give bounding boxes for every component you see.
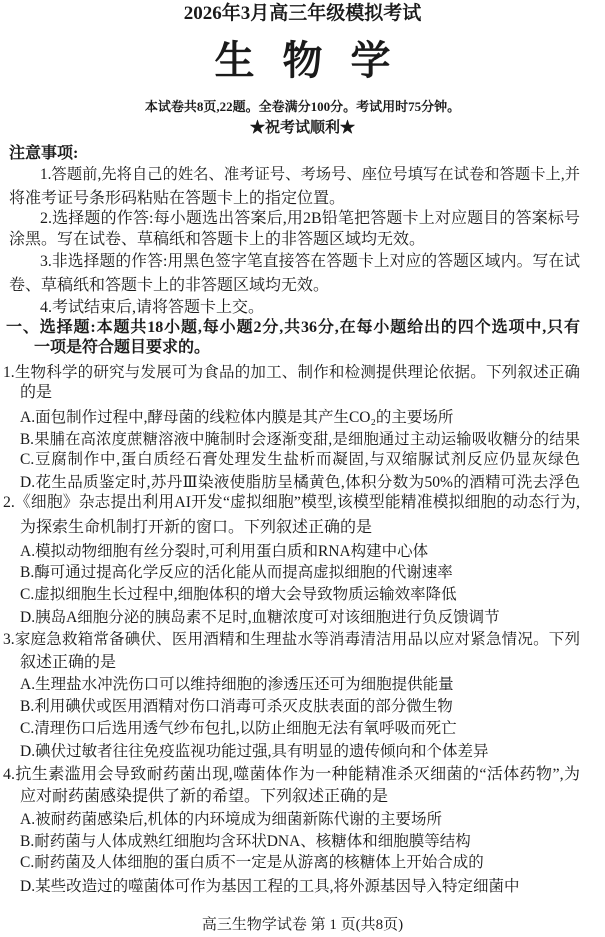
- question-3-option-c: C.清理伤口后选用透气纱布包扎,以防止细胞无法有氧呼吸而死亡: [20, 720, 457, 737]
- question-2-option-c: C.虚拟细胞生长过程中,细胞体积的增大会导致物质运输效率降低: [20, 586, 457, 603]
- question-3-stem-cont: 叙述正确的是: [20, 654, 117, 671]
- question-4-stem: 4.抗生素滥用会导致耐药菌出现,噬菌体作为一种能精准杀灭细菌的“活体药物”,为: [3, 766, 580, 783]
- question-3-option-d: D.碘伏过敏者往往免疫监视功能过强,具有明显的遗传倾向和个体差异: [20, 743, 489, 760]
- section-heading-cont: 一项是符合题目要求的。: [34, 339, 211, 356]
- good-luck-banner: ★祝考试顺利★: [249, 120, 355, 136]
- question-1-option-a: A.面包制作过程中,酵母菌的线粒体内膜是其产生CO₂的主要场所: [20, 409, 454, 426]
- question-4-option-a: A.被耐药菌感染后,机体的内环境成为细菌新陈代谢的主要场所: [20, 811, 442, 828]
- question-1-option-b: B.果脯在高浓度蔗糖溶液中腌制时会逐渐变甜,是细胞通过主动运输吸收糖分的结果: [20, 431, 580, 448]
- question-3-option-b: B.利用碘伏或医用酒精对伤口消毒可杀灭皮肤表面的部分微生物: [20, 698, 453, 715]
- question-2-option-a: A.模拟动物细胞有丝分裂时,可利用蛋白质和RNA构建中心体: [20, 543, 429, 560]
- question-4-option-b: B.耐药菌与人体成熟红细胞均含环状DNA、核糖体和细胞膜等结构: [20, 833, 471, 850]
- question-2-stem-cont: 为探索生命机制打开新的窗口。下列叙述正确的是: [20, 519, 373, 536]
- note-line: 卷、草稿纸和答题卡上的非答题区域均无效。: [9, 277, 330, 294]
- page-footer: 高三生物学试卷 第 1 页(共8页): [201, 917, 404, 933]
- question-3-stem: 3.家庭急救箱常备碘伏、医用酒精和生理盐水等消毒清洁用品以应对紧急情况。下列: [3, 631, 580, 648]
- question-1-option-c: C.豆腐制作中,蛋白质经石膏处理发生盐析而凝固,与双缩脲试剂反应仍显灰绿色: [20, 451, 580, 468]
- question-1-stem-cont: 的是: [20, 384, 53, 401]
- exam-info: 本试卷共8页,22题。全卷满分100分。考试用时75分钟。: [144, 99, 461, 114]
- question-2-option-b: B.酶可通过提高化学反应的活化能从而提高虚拟细胞的代谢速率: [20, 564, 453, 581]
- question-4-option-c: C.耐药菌及人体细胞的蛋白质不一定是从游离的核糖体上开始合成的: [20, 854, 484, 871]
- note-line: 涂黑。写在试卷、草稿纸和答题卡上的非答题区域均无效。: [9, 231, 426, 248]
- exam-title: 2026年3月高三年级模拟考试: [183, 3, 422, 24]
- question-3-option-a: A.生理盐水冲洗伤口可以维持细胞的渗透压还可为细胞提供能量: [20, 676, 454, 693]
- note-line: 1.答题前,先将自己的姓名、准考证号、考场号、座位号填写在试卷和答题卡上,并: [40, 166, 580, 183]
- question-2-option-d: D.胰岛A细胞分泌的胰岛素不足时,血糖浓度可对该细胞进行负反馈调节: [20, 609, 500, 626]
- note-line: 3.非选择题的作答:用黑色签字笔直接答在答题卡上对应的答题区域内。写在试: [40, 253, 580, 270]
- notes-heading: 注意事项:: [9, 145, 79, 162]
- note-line: 4.考试结束后,请将答题卡上交。: [40, 299, 265, 316]
- section-heading: 一、选择题:本题共18小题,每小题2分,共36分,在每小题给出的四个选项中,只有: [6, 319, 580, 336]
- question-4-option-d: D.某些改造过的噬菌体可作为基因工程的工具,将外源基因导入特定细菌中: [20, 878, 520, 895]
- question-1-option-d: D.花生品质鉴定时,苏丹Ⅲ染液使脂肪呈橘黄色,体积分数为50%的酒精可洗去浮色: [20, 474, 580, 491]
- subject-title: 生物学: [214, 38, 419, 83]
- note-line: 2.选择题的作答:每小题选出答案后,用2B铅笔把答题卡上对应题目的答案标号: [40, 210, 580, 227]
- note-line: 将准考证号条形码粘贴在答题卡上的指定位置。: [9, 190, 346, 207]
- question-1-stem: 1.生物科学的研究与发展可为食品的加工、制作和检测提供理论依据。下列叙述正确: [3, 364, 580, 381]
- question-2-stem: 2.《细胞》杂志提出利用AI开发“虚拟细胞”模型,该模型能精准模拟细胞的动态行为,: [3, 494, 580, 511]
- question-4-stem-cont: 应对耐药菌感染提供了新的希望。下列叙述正确的是: [20, 788, 389, 805]
